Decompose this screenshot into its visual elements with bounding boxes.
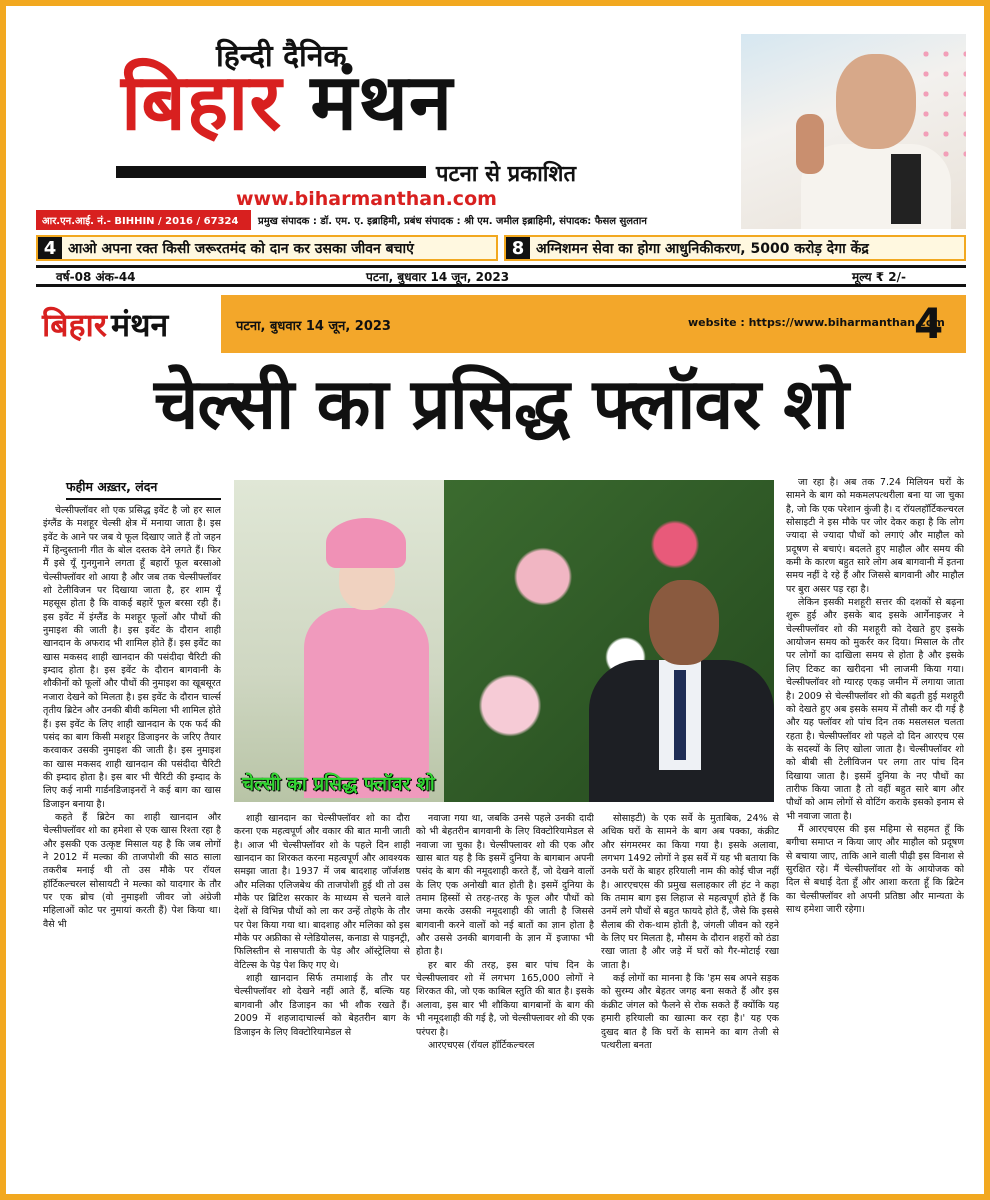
rni-number: आर.एन.आई. नं.- BIHHIN / 2016 / 67324 [36, 210, 251, 230]
article-headline: चेल्सी का प्रसिद्ध फ्लॉवर शो [153, 363, 849, 445]
article-paragraph: मैं आरएचएस की इस महिमा से सहमत हूँ कि बगीचा समाप्त न किया जाए और माहौल को प्रदूषण से बचाया जाए, ताकि आने वाली पीढ़ी इस विनाश से सुरक्षित रहे। मैं चेल्सीफ्लॉवर शो के आयोजक को दिल से बधाई देता हूँ और आशा करता हूँ कि ब्रिटेन का चेल्सीफ्लॉवर शो अपनी प्रतिष्ठा और मान्यता के साथ हमेशा जारी रहेगा। [786, 823, 964, 915]
masthead-title-red: बिहार [121, 58, 283, 148]
article-column-3 [416, 812, 594, 1184]
masthead-tagline: हिन्दी दैनिक [216, 39, 347, 74]
article-paragraph: लेकिन इसकी मशहूरी सत्तर की दशकों से बढ़ना शुरू हुई और इसके बाद इसके आर्गेनाइजर ने चेल्सीफ्लॉवर शो की मशहूरी को देखते हुए इसके आयोजन समय को मुकर्रर कर दिया। मिसाल के तौर पर लोगों का दाखिला समय से होता है और इसके लिए टिकट का खरीदना भी लाजमी किया गया। चेल्सीफ्लॉवर शो ग्यारह एकड़ जमीन में लगाया जाता है। 2009 से चेल्सीफ्लॉवर शो की बढ़ती हुई मशहूरी को देखते हुए अब इसके समय में तौसी कर दी गई है और यह फ्लॉवर शो पांच दिन तक मसलसल चलता रहता है। चेल्सीफ्लॉवर शो पहले दो दिन आरएच एस के सदस्यों के लिए खोला जाता है। चेल्सीफ्लॉवर शो को बीबी सी टेलीविजन पर लगा तार पांच दिन दिखाया जाता है। इसमें दुनिया के नए पौधों का तारीफ किया जाता है तो वहीं बहुत सारे बाग और पौधों को आम लोगों से वोटिंग कराके इसको इनाम से भी नवाजा जाता है। [786, 597, 964, 822]
author-head [649, 580, 719, 665]
article-paragraph: सोसाइटी) के एक सर्वे के मुताबिक, 24% से अधिक घरों के सामने के बाग अब पक्का, कंक्रीट और संगमरमर का किया गया है। इसके अलावा, लगभग 1492 लोगों ने इस सर्वे में यह भी बताया कि उनके घरों के बाहर हरियाली नाम की कोई चीज नहीं है। आरएचएस की प्रमुख सलाहकार ली हंट ने कहा कि तमाम बाग इस लिहाज से महत्वपूर्ण होते हैं कि उनमें लगे पौधों से बहुत फायदे होते हैं, जैसे कि इससे सैलाब की रोक-थाम होती है, जंगली जीवन को रहने के लिए घर मिलता है, मौसम के दौरान शहरों को ठंडा रखा जाता है और जड़े में घरों को गैर-मोटाई रखा जाता है। [601, 813, 779, 971]
issue-date: पटना, बुधवार 14 जून, 2023 [366, 269, 510, 284]
teaser-item[interactable] [36, 235, 498, 261]
author-tie [674, 670, 686, 760]
teaser-text: अग्निशमन सेवा का होगा आधुनिकीकरण, 5000 करोड़ देगा केंद्र [536, 240, 869, 257]
photo-caption: चेल्सी का प्रसिद्ध फ्लॉवर शो [242, 773, 435, 795]
article-paragraph: कई लोगों का मानना है कि 'हम सब अपने सड़क को सुरम्य और बेहतर जगह बना सकते हैं और इस कंक्रीट जंगल को फैलने से रोक सकते हैं क्योंकि यह हमारी हरियाली का खात्मा कर रहा है।' यह एक दुखद बात है कि घरों के सामने का बाग तेजी से पत्थरीला बनता [601, 973, 779, 1051]
article-paragraph: आरएचएस (रॉयल हॉर्टिकल्चरल [428, 1039, 535, 1051]
article-paragraph: चेल्सीफ्लॉवर शो एक प्रसिद्ध इवेंट है जो हर साल इंग्लैंड के मशहूर चेल्सी क्षेत्र में मनाया जाता है। इस इवेंट के आने पर जब ये फूल दिखाए जाते हैं तो जहन में हिन्दुस्तानी गीत के बोल दस्तक देने लगते हैं। फिर मैं इसे यूँ गुनगुनाने लगता हूँ बहारों फूल बरसाओ चेल्सीफ्लॉवर शो आया है और जब तक चेल्सीफ्लॉवर शो टेलीविजन पर दिखाया जाता है, हर शाम यूँ महसूस होता है कि वाकई बहारें फूल बरसा रही हैं। इस इवेंट में इंग्लैंड के मशहूर फूलों और पौधों की नुमाइश की जाती है। इस इवेंट के दौरान शाही खानदान के अफराद भी शामिल होते हैं। इस इवेंट का खास मकसद शाही खानदान की पसंदीदा चैरिटी की इम्दाद होता है। इस इवेंट के दौरान बागवानी के शौकीनों को फूलों और पौधों की नुमाइश का खूबसूरत नजारा देखने को मिलता है। इस इवेंट के दौरान चार्ल्स तृतीय ब्रिटेन और उनकी बीवी कमिला भी शामिल होते हैं। इस इवेंट के लिए शाही खानदान के एक फर्द की पसंद का बाग किसी मशहूर डिजाइनर के जरिए तैयार करवाकर उसकी नुमाइश की जाती है। इस नुमाइश का खास मकसद शाही खानदान की पसंदीदा चैरिटी की इम्दाद होता है। इस बार भी चैरिटी की इम्दाद के लिए कई नामी गार्डनडिजाइनरों ने कई बाग का खास डिजाइन बनाया है। [43, 505, 221, 810]
article-column-5 [786, 476, 964, 1184]
article-paragraph: जा रहा है। अब तक 7.24 मिलियन घरों के सामने के बाग को मकमलपत्थरीला बना या जा चुका है, जो कि एक परेशान कुंजी है। द रॉयलहॉर्टिकल्चरल सोसाइटी ने इस मौके पर जोर देकर कहा है कि लोग ज्यादा से ज्यादा पौधों को लगाएं और माहौल को प्रदूषण से बचाएं। बदलते हुए माहौल और समय की कमी के कारण बहुत सारे लोग अब बागवानी में इतना समय नहीं दे रहे हैं और जिससे बागवानी और माहौल पर बुरा असर पड़ रहा है। [786, 477, 964, 595]
masthead-title [121, 58, 454, 148]
registration-row [36, 210, 736, 228]
published-from: पटना से प्रकाशित [436, 158, 576, 188]
article-column-2 [234, 812, 410, 1184]
microphone [891, 154, 921, 224]
teaser-row [36, 235, 966, 261]
queen-hat [326, 518, 406, 568]
teaser-page-number: 4 [38, 237, 62, 259]
masthead [36, 26, 736, 226]
article-column-4 [601, 812, 779, 1184]
page-logo-black: मंथन [110, 305, 169, 344]
speaker-photo [741, 34, 966, 229]
page-number: 4 [914, 299, 944, 348]
page-logo [36, 295, 221, 353]
article-paragraph: नवाजा गया था, जबकि उनसे पहले उनकी दादी को भी बेहतरीन बागवानी के लिए विक्टोरियामेडल से नवाजा जा चुका है। चेल्सीफ्लावर शो की एक और खास बात यह है कि इसमें दुनिया के बागबान अपनी पसंद के बाग की नमूदशाही करते हैं, जो देखने वालों के लिए एक अनोखी बात होती है। इसमें दुनिया के तमाम हिस्सों से तरह-तरह के फूल और पौधों को जमा करके उसकी नमूदशाही की जाती है जिससे बागवानी करने वालों को नई बातों का ज्ञान होता है और उससे उनकी बागवानी के ज्ञान में इजाफा भी होता है। [416, 813, 594, 958]
article-paragraph: शाही खानदान का चेल्सीफ्लॉवर शो का दौरा करना एक महत्वपूर्ण और वकार की बात मानी जाती है। आज भी चेल्सीफ्लॉवर शो के पहले दिन शाही खानदान का शिरकत करना महत्वपूर्ण और आवश्यक समझा जाता है। 1937 में जब बादशाह जॉर्जशष्ठ और मलिका एलिजबेथ की ताजपोशी हुई थी तो उस मौके पर ब्रिटिश सरकार के माध्यम से चलने वाले देशों से विभिन्न पौधों को ला कर उन्हें तोहफे के तौर पर पेश किया गया था। बादशाह और मलिका को इस मौके पर अफ्रीका से ग्लेडियोलस, कनाडा से पाइनट्री, फिलिस्तीन से नासपाती के पेड़ और ऑस्ट्रेलिया से वेटिल्स के पेड़ पेश किए गए थे। [234, 813, 410, 971]
masthead-title-black: मंथन [310, 58, 454, 148]
teaser-text: आओ अपना रक्त किसी जरूरतमंद को दान कर उसका जीवन बचाएं [68, 240, 414, 257]
page-date: पटना, बुधवार 14 जून, 2023 [236, 319, 391, 334]
price: मूल्य ₹ 2/- [851, 269, 906, 284]
teaser-page-number: 8 [506, 237, 530, 259]
page-header-strip [36, 295, 966, 353]
masthead-underline [116, 166, 426, 178]
speaker-hand [796, 114, 824, 174]
page-website[interactable]: website : https://www.biharmanthan.com [688, 316, 945, 329]
page-logo-red: बिहार [42, 305, 107, 344]
issue-number: वर्ष-08 अंक-44 [56, 269, 136, 284]
dateline [36, 265, 966, 287]
speaker-head [836, 54, 916, 149]
article-paragraph: हर बार की तरह, इस बार पांच दिन के चेल्सीफ्लावर शो में लगभग 165,000 लोगों ने शिरकत की, जो एक काबिल स्तुति की बात है। इसके अलावा, इस बार भी शौकिया बागबानों के बाग की भी नमूदशाही की गई है, जो चेल्सीफ्लावर शो की एक परंपरा है। [416, 959, 594, 1038]
masthead-website[interactable]: www.biharmanthan.com [236, 188, 497, 210]
article-photo [234, 480, 774, 802]
editors-line: प्रमुख संपादक : डॉ. एम. ए. इब्राहिमी, प्रबंध संपादक : श्री एम. जमील इब्राहिमी, संपादक: फैसल सुलतान [258, 216, 647, 227]
teaser-item[interactable] [504, 235, 966, 261]
article-paragraph: कहते हैं ब्रिटेन का शाही खानदान और चेल्सीफ्लॉवर शो का हमेशा से एक खास रिश्ता रहा है और इसकी एक उत्कृष्ट मिसाल यह है कि जब लोगों ने 2012 में मल्का की ताजपोशी की साठ साला तकरीब मनाई थी तो उस मौके पर रॉयल हॉर्टिकल्चरल सोसायटी ने मल्का को यादगार के तौर पर एक ब्रोच (वो नुमाइशी जीवर जो अंग्रेजी महिलाओं कोट पर नुमायां करती हैं) पेश किया था। वैसे भी [43, 811, 221, 930]
article-byline: फहीम अख़्तर, लंदन [66, 478, 221, 500]
article-paragraph: शाही खानदान सिर्फ तमाशाई के तौर पर चेल्सीफ्लॉवर शो देखने नहीं आते हैं, बल्कि यह बागवानी और डिजाइन का भी शौक रखते हैं। 2009 में शहजादाचार्ल्स को बेहतरीन बाग के डिजाइन के लिए विक्टोरियामेडल से [234, 973, 410, 1038]
article-column-1 [43, 504, 221, 1184]
